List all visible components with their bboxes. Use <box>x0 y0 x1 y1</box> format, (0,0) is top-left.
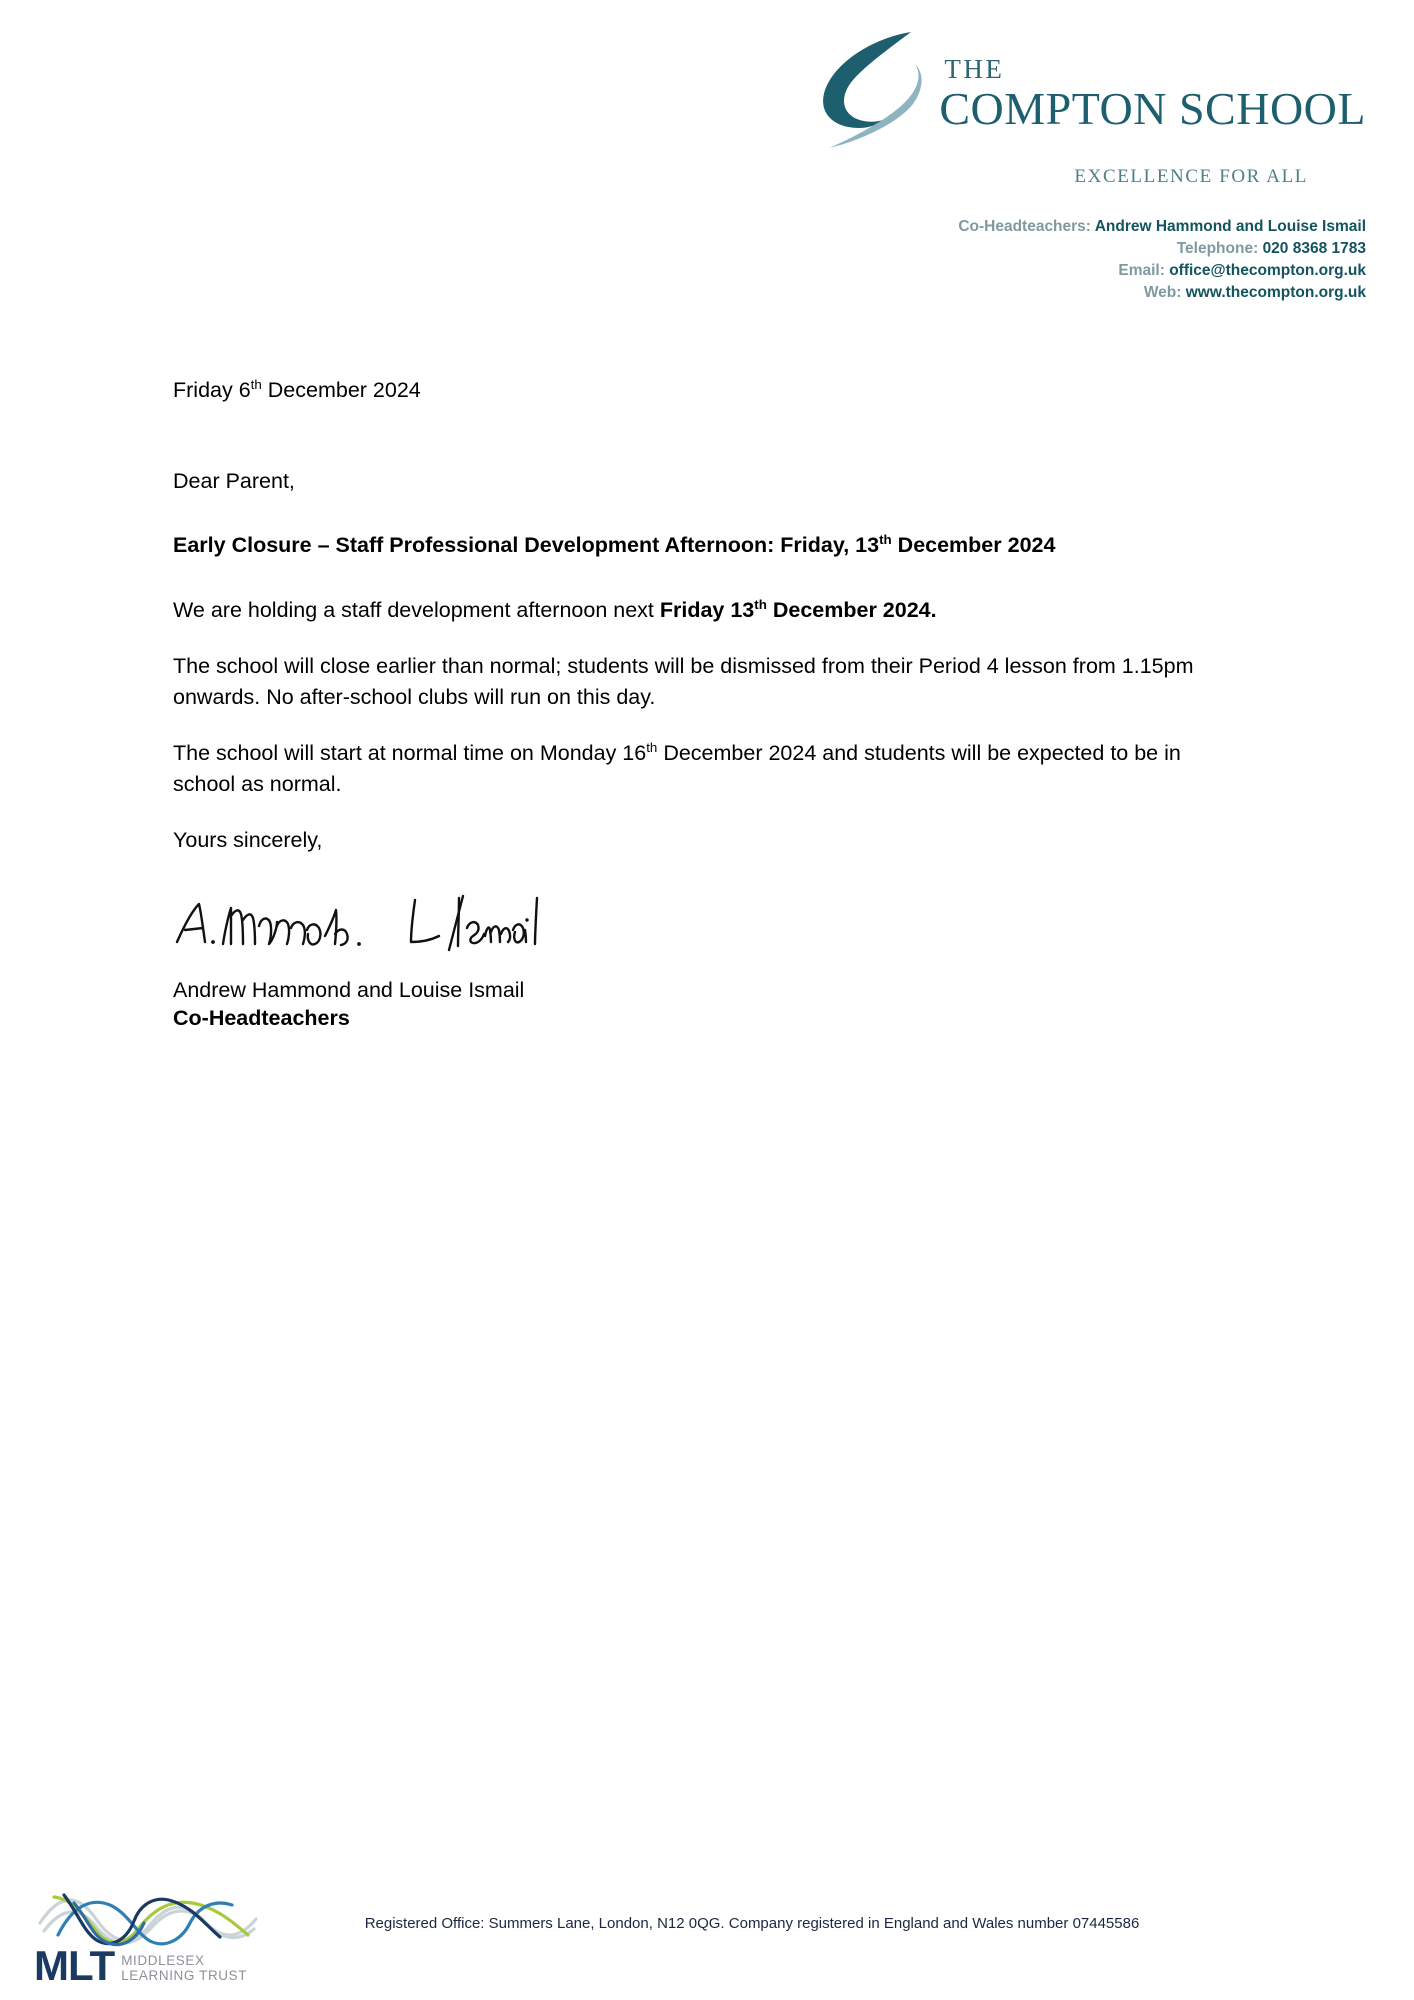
heading-suffix: December 2024 <box>891 533 1056 558</box>
mlt-subtitle-line-2: LEARNING TRUST <box>121 1967 248 1983</box>
mlt-subtitle-line-1: MIDDLESEX <box>121 1952 205 1968</box>
headteachers-label: Co-Headteachers: <box>958 218 1091 235</box>
wordmark-the: THE <box>944 54 1005 84</box>
contact-telephone <box>846 238 1366 260</box>
wordmark-name: COMPTON SCHOOL <box>939 83 1366 134</box>
paragraph-3-prefix: The school will start at normal time on Monday 16 <box>173 741 647 766</box>
signoff-name: Andrew Hammond and Louise Ismail <box>173 977 525 1002</box>
email-value[interactable]: office@thecompton.org.uk <box>1169 262 1366 279</box>
page-footer <box>0 1850 1414 2000</box>
heading-ordinal: th <box>879 531 892 547</box>
mlt-letters: MLT <box>34 1942 115 1990</box>
paragraph-1-bold-prefix: Friday 13 <box>659 597 755 622</box>
swoosh-icon <box>815 28 933 154</box>
date-suffix: December 2024 <box>261 378 421 402</box>
letter-paragraph-2: The school will close earlier than normal; students will be dismissed from their Period 4 lesson from 1.15pm onwards. No after-school clubs will run on this day. <box>173 654 1194 709</box>
paragraph-3-ordinal: th <box>646 739 658 755</box>
paragraph-1-lead: We are holding a staff development afternoon next <box>173 597 660 622</box>
letter-date <box>173 375 1197 406</box>
headteachers-value: Andrew Hammond and Louise Ismail <box>1094 218 1366 235</box>
contact-email <box>846 260 1366 282</box>
mlt-subtitle <box>121 1953 247 1983</box>
letter-closing: Yours sincerely, <box>173 828 323 853</box>
school-tagline: EXCELLENCE FOR ALL <box>1074 166 1308 187</box>
contact-details <box>846 216 1366 304</box>
letter-body <box>173 375 1197 1033</box>
contact-headteachers <box>846 216 1366 238</box>
paragraph-3-suffix: December 2024 and students will be expected to be in school as normal. <box>173 741 1181 796</box>
date-prefix: Friday 6 <box>173 378 251 402</box>
letter-salutation: Dear Parent, <box>173 468 295 493</box>
mlt-trust-logo <box>34 1889 262 1990</box>
registration-text: Registered Office: Summers Lane, London, N12 0QG. Company registered in England and Wales number 07445586 <box>364 1915 1140 1932</box>
letter-paragraph-3 <box>173 738 1197 799</box>
handwritten-signature-icon <box>173 890 593 970</box>
telephone-value: 020 8368 1783 <box>1262 240 1366 257</box>
contact-web <box>846 282 1366 304</box>
web-value[interactable]: www.thecompton.org.uk <box>1185 284 1366 301</box>
letter-heading <box>173 530 1197 561</box>
date-ordinal: th <box>250 376 262 392</box>
school-wordmark <box>939 26 1366 135</box>
letterhead <box>846 26 1366 304</box>
email-label: Email: <box>1118 262 1165 279</box>
school-logo <box>846 26 1366 154</box>
web-label: Web: <box>1143 284 1182 301</box>
signoff-role: Co-Headteachers <box>173 1006 350 1031</box>
paragraph-1-bold-suffix: December 2024. <box>766 597 937 622</box>
heading-prefix: Early Closure – Staff Professional Development Afternoon: Friday, 13 <box>173 533 880 558</box>
signature-block <box>173 890 1197 976</box>
telephone-label: Telephone: <box>1176 240 1259 257</box>
letter-paragraph-1 <box>173 595 1197 626</box>
mlt-text <box>34 1942 262 1990</box>
paragraph-1-bold-ordinal: th <box>754 596 767 612</box>
